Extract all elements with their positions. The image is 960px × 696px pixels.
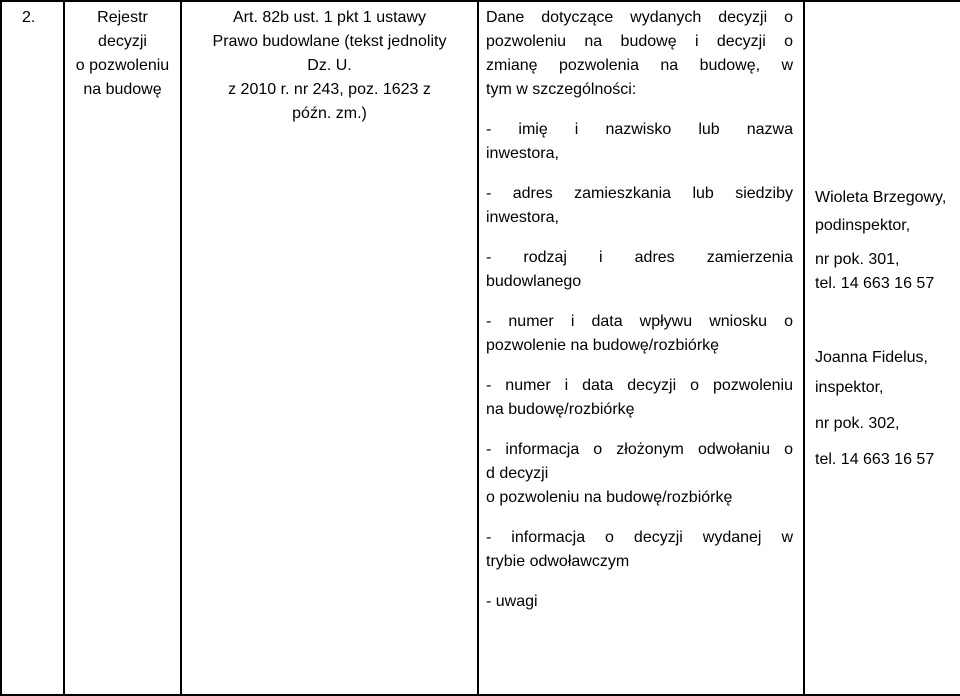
- data-item-line: pozwolenie na budowę/rozbiórkę: [486, 337, 720, 354]
- data-intro-line: tym w szczególności:: [486, 81, 637, 98]
- legal-basis-line: Prawo budowlane (tekst jednolity: [212, 33, 447, 50]
- data-item-line: - uwagi: [486, 593, 538, 610]
- spacer: [486, 422, 793, 438]
- contact-name: Wioleta Brzegowy,: [815, 189, 947, 206]
- contact-position: podinspektor,: [815, 217, 911, 234]
- data-intro-line: Dane dotyczące wydanych decyzji o: [486, 9, 793, 26]
- contact-name: Joanna Fidelus,: [815, 349, 928, 366]
- contact-person: [815, 186, 954, 296]
- register-name-line: o pozwoleniu: [75, 57, 170, 74]
- register-name-line: Rejestr: [97, 9, 148, 26]
- data-item-line: - rodzaj i adres zamierzenia: [486, 249, 793, 266]
- data-item-line: - imię i nazwisko lub nazwa: [486, 121, 793, 138]
- contact-cell: [804, 1, 960, 695]
- data-item-line: inwestora,: [486, 209, 559, 226]
- contact-person: [815, 346, 954, 472]
- data-item-line: inwestora,: [486, 145, 559, 162]
- data-intro-line: pozwoleniu na budowę i decyzji o: [486, 33, 793, 50]
- legal-basis-cell: [181, 1, 478, 695]
- legal-basis-line: z 2010 r. nr 243, poz. 1623 z: [228, 81, 431, 98]
- spacer: [486, 166, 793, 182]
- data-item-line: trybie odwoławczym: [486, 553, 630, 570]
- legal-basis-line: Dz. U.: [307, 57, 352, 74]
- legal-basis-line: Art. 82b ust. 1 pkt 1 ustawy: [233, 9, 426, 26]
- spacer: [486, 510, 793, 526]
- table-row: [1, 1, 960, 695]
- spacer: [486, 294, 793, 310]
- register-name-line: decyzji: [98, 33, 147, 50]
- register-name-cell: [64, 1, 181, 695]
- spacer: [486, 574, 793, 590]
- data-item-line: o pozwoleniu na budowę/rozbiórkę: [486, 489, 733, 506]
- data-item-line: - numer i data decyzji o pozwoleniu: [486, 377, 793, 394]
- data-item-line: d decyzji: [486, 465, 549, 482]
- row-number: 2.: [22, 9, 36, 26]
- data-item-line: - adres zamieszkania lub siedziby: [486, 185, 793, 202]
- contact-phone: tel. 14 663 16 57: [815, 275, 935, 292]
- contact-phone: tel. 14 663 16 57: [815, 451, 935, 468]
- data-item-line: - informacja o złożonym odwołaniu o: [486, 441, 793, 458]
- data-intro-line: zmianę pozwolenia na budowę, w: [486, 57, 793, 74]
- data-item-line: budowlanego: [486, 273, 582, 290]
- data-item-line: - informacja o decyzji wydanej w: [486, 529, 793, 546]
- contact-room: nr pok. 301,: [815, 251, 900, 268]
- row-number-cell: [1, 1, 64, 695]
- data-scope-cell: [478, 1, 804, 695]
- spacer: [486, 102, 793, 118]
- spacer: [486, 230, 793, 246]
- legal-basis-line: późn. zm.): [292, 105, 367, 122]
- contact-room: nr pok. 302,: [815, 415, 900, 432]
- register-name-line: na budowę: [83, 81, 162, 98]
- contact-position: inspektor,: [815, 379, 884, 396]
- spacer: [486, 358, 793, 374]
- data-item-line: na budowę/rozbiórkę: [486, 401, 635, 418]
- data-item-line: - numer i data wpływu wniosku o: [486, 313, 793, 330]
